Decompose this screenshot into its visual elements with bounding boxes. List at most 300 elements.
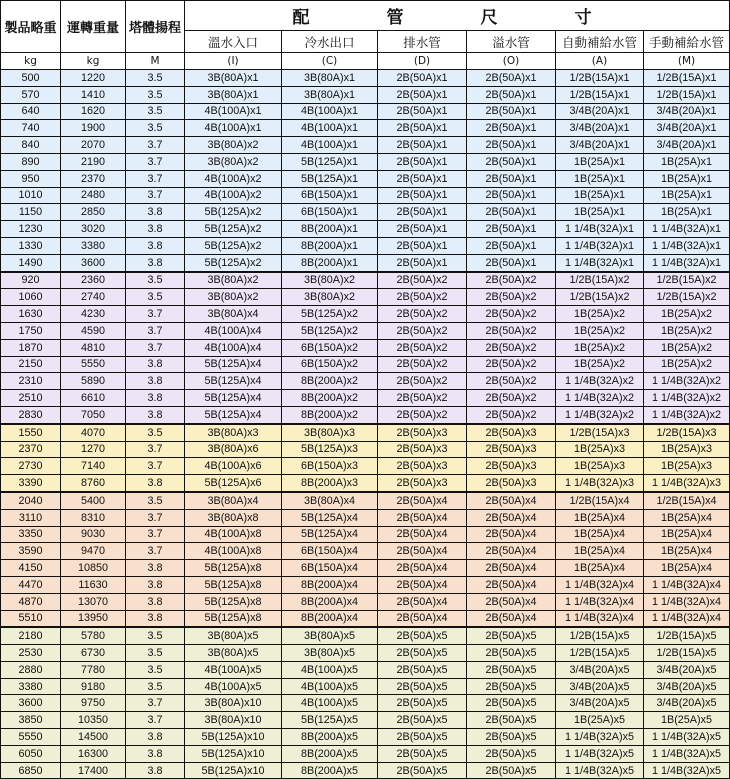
table-row [1,576,730,593]
cell-weight: 2360 [61,272,126,289]
cell-model: 570 [1,86,61,103]
table-row [1,153,730,170]
cell-outlet: 3B(80A)x3 [282,424,378,441]
cell-auto-makeup: 1 1/4B(32A)x1 [556,254,644,271]
cell-auto-makeup: 1B(25A)x1 [556,187,644,204]
cell-manual-makeup: 3/4B(20A)x5 [644,695,730,712]
cell-auto-makeup: 1/2B(15A)x5 [556,627,644,644]
cell-auto-makeup: 1/2B(15A)x5 [556,645,644,662]
cell-model: 4870 [1,593,61,610]
cell-drain: 2B(50A)x1 [378,170,467,187]
cell-auto-makeup: 1 1/4B(32A)x1 [556,221,644,238]
cell-model: 2370 [1,441,61,458]
cell-outlet: 8B(200A)x5 [282,745,378,762]
cell-overflow: 2B(50A)x3 [467,458,556,475]
cell-inlet: 5B(125A)x4 [185,373,282,390]
cell-model: 1750 [1,322,61,339]
cell-inlet: 5B(125A)x8 [185,560,282,577]
cell-head: 3.8 [126,254,185,271]
cell-outlet: 8B(200A)x2 [282,406,378,423]
cell-outlet: 5B(125A)x3 [282,441,378,458]
cell-manual-makeup: 1 1/4B(32A)x5 [644,745,730,762]
cell-inlet: 3B(80A)x8 [185,509,282,526]
cell-auto-makeup: 3/4B(20A)x5 [556,678,644,695]
cell-drain: 2B(50A)x5 [378,678,467,695]
cell-auto-makeup: 1B(25A)x1 [556,170,644,187]
cell-overflow: 2B(50A)x5 [467,695,556,712]
cell-model: 1150 [1,204,61,221]
cell-overflow: 2B(50A)x1 [467,237,556,254]
cell-outlet: 4B(100A)x5 [282,661,378,678]
cell-drain: 2B(50A)x2 [378,390,467,407]
cell-weight: 8760 [61,475,126,492]
cell-weight: 2070 [61,137,126,154]
cell-inlet: 3B(80A)x2 [185,153,282,170]
cell-head: 3.5 [126,103,185,120]
cell-outlet: 6B(150A)x1 [282,187,378,204]
table-row [1,221,730,238]
cell-inlet: 5B(125A)x8 [185,576,282,593]
cell-weight: 5400 [61,492,126,509]
cell-weight: 5780 [61,627,126,644]
cell-model: 1870 [1,339,61,356]
cell-inlet: 3B(80A)x10 [185,695,282,712]
cell-overflow: 2B(50A)x1 [467,254,556,271]
cell-overflow: 2B(50A)x1 [467,103,556,120]
table-row [1,593,730,610]
cell-manual-makeup: 1B(25A)x4 [644,526,730,543]
cell-outlet: 4B(100A)x1 [282,103,378,120]
cell-manual-makeup: 1/2B(15A)x4 [644,492,730,509]
cell-outlet: 4B(100A)x1 [282,120,378,137]
cell-overflow: 2B(50A)x4 [467,610,556,627]
cell-drain: 2B(50A)x4 [378,610,467,627]
cell-auto-makeup: 1B(25A)x5 [556,712,644,729]
cell-model: 3590 [1,543,61,560]
cell-overflow: 2B(50A)x5 [467,729,556,746]
cell-weight: 1620 [61,103,126,120]
cell-model: 3350 [1,526,61,543]
table-row [1,441,730,458]
header-head: 塔體揚程 [126,1,185,53]
cell-head: 3.5 [126,424,185,441]
cell-overflow: 2B(50A)x4 [467,526,556,543]
cell-inlet: 3B(80A)x2 [185,272,282,289]
cell-weight: 6730 [61,645,126,662]
cell-auto-makeup: 3/4B(20A)x1 [556,137,644,154]
cell-model: 2310 [1,373,61,390]
header-auto-makeup: 自動補給水管 [556,31,644,53]
unit-overflow: (O) [467,53,556,70]
cell-outlet: 6B(150A)x3 [282,458,378,475]
header-overflow: 溢水管 [467,31,556,53]
cell-overflow: 2B(50A)x4 [467,543,556,560]
unit-head: M [126,53,185,70]
cell-manual-makeup: 1 1/4B(32A)x4 [644,576,730,593]
cell-weight: 7140 [61,458,126,475]
cell-weight: 14500 [61,729,126,746]
table-row [1,86,730,103]
cell-drain: 2B(50A)x4 [378,509,467,526]
cell-inlet: 4B(100A)x1 [185,120,282,137]
cell-outlet: 3B(80A)x4 [282,492,378,509]
cell-outlet: 8B(200A)x5 [282,729,378,746]
cell-weight: 3600 [61,254,126,271]
cell-auto-makeup: 1B(25A)x3 [556,458,644,475]
cell-model: 6850 [1,762,61,779]
cell-drain: 2B(50A)x1 [378,137,467,154]
cell-drain: 2B(50A)x2 [378,272,467,289]
cell-weight: 10350 [61,712,126,729]
cell-outlet: 3B(80A)x5 [282,645,378,662]
cell-inlet: 4B(100A)x5 [185,678,282,695]
cell-head: 3.8 [126,729,185,746]
cell-model: 2040 [1,492,61,509]
cell-overflow: 2B(50A)x2 [467,356,556,373]
cell-head: 3.7 [126,137,185,154]
cell-auto-makeup: 3/4B(20A)x5 [556,661,644,678]
table-row [1,306,730,323]
cell-head: 3.8 [126,593,185,610]
cell-auto-makeup: 1B(25A)x2 [556,322,644,339]
cell-auto-makeup: 1/2B(15A)x1 [556,86,644,103]
cell-outlet: 3B(80A)x5 [282,627,378,644]
cell-auto-makeup: 3/4B(20A)x5 [556,695,644,712]
cell-auto-makeup: 1B(25A)x2 [556,339,644,356]
cell-auto-makeup: 1B(25A)x1 [556,204,644,221]
table-row [1,712,730,729]
cell-drain: 2B(50A)x4 [378,576,467,593]
cell-manual-makeup: 1 1/4B(32A)x2 [644,390,730,407]
cell-weight: 1270 [61,441,126,458]
cell-auto-makeup: 1/2B(15A)x2 [556,272,644,289]
cell-drain: 2B(50A)x4 [378,593,467,610]
cell-inlet: 3B(80A)x1 [185,86,282,103]
cell-drain: 2B(50A)x1 [378,120,467,137]
cell-auto-makeup: 1/2B(15A)x2 [556,289,644,306]
cell-drain: 2B(50A)x2 [378,373,467,390]
cell-model: 1010 [1,187,61,204]
cell-inlet: 4B(100A)x1 [185,103,282,120]
cell-weight: 9470 [61,543,126,560]
cell-drain: 2B(50A)x5 [378,627,467,644]
cell-head: 3.7 [126,153,185,170]
cell-outlet: 5B(125A)x2 [282,322,378,339]
cell-drain: 2B(50A)x1 [378,237,467,254]
cell-outlet: 8B(200A)x5 [282,762,378,779]
cell-weight: 4230 [61,306,126,323]
cell-model: 3110 [1,509,61,526]
cell-drain: 2B(50A)x2 [378,339,467,356]
cell-inlet: 3B(80A)x4 [185,492,282,509]
table-row [1,356,730,373]
cell-inlet: 5B(125A)x8 [185,610,282,627]
cell-model: 1230 [1,221,61,238]
cell-auto-makeup: 1 1/4B(32A)x2 [556,373,644,390]
cell-overflow: 2B(50A)x4 [467,509,556,526]
cell-head: 3.8 [126,576,185,593]
cell-weight: 4590 [61,322,126,339]
cell-auto-makeup: 1B(25A)x4 [556,526,644,543]
unit-outlet: (C) [282,53,378,70]
table-row [1,170,730,187]
cell-weight: 3020 [61,221,126,238]
cell-drain: 2B(50A)x4 [378,526,467,543]
cell-auto-makeup: 1B(25A)x2 [556,356,644,373]
cell-drain: 2B(50A)x1 [378,153,467,170]
cell-weight: 7050 [61,406,126,423]
cell-model: 6050 [1,745,61,762]
cell-weight: 3380 [61,237,126,254]
cell-auto-makeup: 1 1/4B(32A)x4 [556,610,644,627]
header-drain: 排水管 [378,31,467,53]
cell-inlet: 4B(100A)x4 [185,339,282,356]
cell-manual-makeup: 1B(25A)x1 [644,204,730,221]
cell-outlet: 4B(100A)x5 [282,678,378,695]
cell-auto-makeup: 1B(25A)x1 [556,153,644,170]
cell-drain: 2B(50A)x5 [378,661,467,678]
cell-head: 3.7 [126,187,185,204]
cell-head: 3.8 [126,762,185,779]
cell-outlet: 8B(200A)x2 [282,390,378,407]
table-row [1,645,730,662]
cell-manual-makeup: 3/4B(20A)x1 [644,137,730,154]
cell-head: 3.8 [126,373,185,390]
cell-drain: 2B(50A)x5 [378,712,467,729]
cell-manual-makeup: 1B(25A)x3 [644,458,730,475]
cell-model: 4470 [1,576,61,593]
cell-model: 1550 [1,424,61,441]
cell-manual-makeup: 1B(25A)x4 [644,543,730,560]
cell-manual-makeup: 3/4B(20A)x5 [644,678,730,695]
table-row [1,610,730,627]
cell-manual-makeup: 1B(25A)x1 [644,153,730,170]
cell-auto-makeup: 1B(25A)x4 [556,543,644,560]
cell-auto-makeup: 1/2B(15A)x4 [556,492,644,509]
cell-inlet: 4B(100A)x2 [185,170,282,187]
cell-head: 3.7 [126,695,185,712]
table-row [1,526,730,543]
cell-head: 3.5 [126,120,185,137]
cell-model: 3380 [1,678,61,695]
cell-manual-makeup: 1/2B(15A)x2 [644,272,730,289]
table-row [1,254,730,271]
cell-inlet: 3B(80A)x5 [185,645,282,662]
cell-manual-makeup: 3/4B(20A)x5 [644,661,730,678]
cell-head: 3.8 [126,560,185,577]
cell-model: 640 [1,103,61,120]
table-body [1,70,730,779]
cell-weight: 2480 [61,187,126,204]
header-model: 製品略重 [1,1,61,53]
cell-overflow: 2B(50A)x2 [467,390,556,407]
cell-outlet: 6B(150A)x4 [282,560,378,577]
cell-inlet: 3B(80A)x4 [185,306,282,323]
cell-outlet: 8B(200A)x3 [282,475,378,492]
cell-weight: 6610 [61,390,126,407]
cell-inlet: 3B(80A)x5 [185,627,282,644]
cell-auto-makeup: 1 1/4B(32A)x1 [556,237,644,254]
cell-model: 2830 [1,406,61,423]
cell-manual-makeup: 1B(25A)x2 [644,356,730,373]
cell-model: 2880 [1,661,61,678]
cell-drain: 2B(50A)x2 [378,322,467,339]
cell-weight: 10850 [61,560,126,577]
table-row [1,458,730,475]
cell-outlet: 8B(200A)x1 [282,237,378,254]
cell-overflow: 2B(50A)x1 [467,120,556,137]
cell-drain: 2B(50A)x3 [378,424,467,441]
cell-drain: 2B(50A)x1 [378,70,467,87]
cell-model: 1630 [1,306,61,323]
cell-drain: 2B(50A)x2 [378,289,467,306]
cell-manual-makeup: 3/4B(20A)x1 [644,120,730,137]
cell-drain: 2B(50A)x5 [378,729,467,746]
cell-head: 3.8 [126,237,185,254]
cell-head: 3.8 [126,390,185,407]
cell-head: 3.8 [126,745,185,762]
cell-inlet: 3B(80A)x3 [185,424,282,441]
cell-manual-makeup: 1/2B(15A)x3 [644,424,730,441]
cell-drain: 2B(50A)x3 [378,441,467,458]
cell-overflow: 2B(50A)x5 [467,661,556,678]
cell-model: 2510 [1,390,61,407]
cell-weight: 9750 [61,695,126,712]
cell-outlet: 5B(125A)x1 [282,153,378,170]
cell-weight: 5890 [61,373,126,390]
cell-head: 3.7 [126,322,185,339]
cell-weight: 2370 [61,170,126,187]
cell-auto-makeup: 1B(25A)x3 [556,441,644,458]
cell-drain: 2B(50A)x1 [378,187,467,204]
cell-auto-makeup: 1B(25A)x2 [556,306,644,323]
cell-auto-makeup: 1B(25A)x4 [556,560,644,577]
cell-head: 3.8 [126,204,185,221]
header-manual-makeup: 手動補給水管 [644,31,730,53]
header-weight: 運轉重量 [61,1,126,53]
cell-drain: 2B(50A)x3 [378,475,467,492]
table-row [1,543,730,560]
cell-model: 2530 [1,645,61,662]
cell-overflow: 2B(50A)x4 [467,576,556,593]
cell-auto-makeup: 1 1/4B(32A)x2 [556,390,644,407]
cell-overflow: 2B(50A)x5 [467,712,556,729]
cell-inlet: 5B(125A)x4 [185,406,282,423]
cell-overflow: 2B(50A)x1 [467,70,556,87]
cell-weight: 4070 [61,424,126,441]
header-inlet: 溫水入口 [185,31,282,53]
cell-drain: 2B(50A)x3 [378,458,467,475]
cell-head: 3.7 [126,339,185,356]
cell-inlet: 5B(125A)x2 [185,204,282,221]
cell-outlet: 5B(125A)x4 [282,509,378,526]
unit-inlet: (I) [185,53,282,70]
cell-model: 840 [1,137,61,154]
cell-weight: 9180 [61,678,126,695]
cell-overflow: 2B(50A)x2 [467,272,556,289]
cell-weight: 8310 [61,509,126,526]
table-row [1,509,730,526]
cell-drain: 2B(50A)x5 [378,645,467,662]
cell-drain: 2B(50A)x1 [378,204,467,221]
cell-model: 500 [1,70,61,87]
table-row [1,661,730,678]
table-row [1,204,730,221]
cell-drain: 2B(50A)x5 [378,745,467,762]
cell-head: 3.7 [126,526,185,543]
cell-overflow: 2B(50A)x1 [467,221,556,238]
cell-outlet: 3B(80A)x1 [282,70,378,87]
cell-manual-makeup: 1 1/4B(32A)x3 [644,475,730,492]
cell-weight: 7780 [61,661,126,678]
cell-outlet: 5B(125A)x4 [282,526,378,543]
cell-inlet: 5B(125A)x6 [185,475,282,492]
cell-outlet: 3B(80A)x2 [282,289,378,306]
table-row [1,187,730,204]
table-row [1,745,730,762]
cell-weight: 4810 [61,339,126,356]
cell-overflow: 2B(50A)x1 [467,187,556,204]
cell-head: 3.7 [126,458,185,475]
cell-outlet: 4B(100A)x1 [282,137,378,154]
cell-manual-makeup: 1 1/4B(32A)x5 [644,729,730,746]
table-row [1,678,730,695]
cell-weight: 11630 [61,576,126,593]
cell-overflow: 2B(50A)x5 [467,678,556,695]
cell-outlet: 6B(150A)x2 [282,356,378,373]
cell-manual-makeup: 3/4B(20A)x1 [644,103,730,120]
cell-model: 3390 [1,475,61,492]
cell-head: 3.7 [126,509,185,526]
cell-manual-makeup: 1B(25A)x4 [644,560,730,577]
table-row [1,729,730,746]
cell-weight: 1900 [61,120,126,137]
cell-head: 3.8 [126,610,185,627]
cell-manual-makeup: 1 1/4B(32A)x4 [644,610,730,627]
cell-overflow: 2B(50A)x1 [467,204,556,221]
table-row [1,475,730,492]
cell-drain: 2B(50A)x1 [378,86,467,103]
cell-inlet: 5B(125A)x4 [185,390,282,407]
cell-weight: 13950 [61,610,126,627]
cell-manual-makeup: 1 1/4B(32A)x2 [644,406,730,423]
cell-inlet: 5B(125A)x10 [185,745,282,762]
cell-model: 5510 [1,610,61,627]
cell-head: 3.5 [126,645,185,662]
cell-head: 3.7 [126,306,185,323]
cell-inlet: 4B(100A)x8 [185,526,282,543]
cell-overflow: 2B(50A)x3 [467,475,556,492]
header-pipe-size-group: 配 管 尺 寸 [185,1,730,31]
cell-head: 3.5 [126,86,185,103]
cell-manual-makeup: 1B(25A)x5 [644,712,730,729]
cell-inlet: 4B(100A)x2 [185,187,282,204]
cell-inlet: 5B(125A)x2 [185,254,282,271]
cell-model: 2180 [1,627,61,644]
cell-overflow: 2B(50A)x4 [467,492,556,509]
cell-head: 3.8 [126,221,185,238]
unit-weight: kg [61,53,126,70]
cell-overflow: 2B(50A)x2 [467,322,556,339]
cell-overflow: 2B(50A)x5 [467,645,556,662]
cell-weight: 2850 [61,204,126,221]
cell-auto-makeup: 1 1/4B(32A)x5 [556,745,644,762]
unit-auto-makeup: (A) [556,53,644,70]
cell-drain: 2B(50A)x5 [378,762,467,779]
cell-model: 1060 [1,289,61,306]
cell-model: 920 [1,272,61,289]
cell-head: 3.8 [126,356,185,373]
